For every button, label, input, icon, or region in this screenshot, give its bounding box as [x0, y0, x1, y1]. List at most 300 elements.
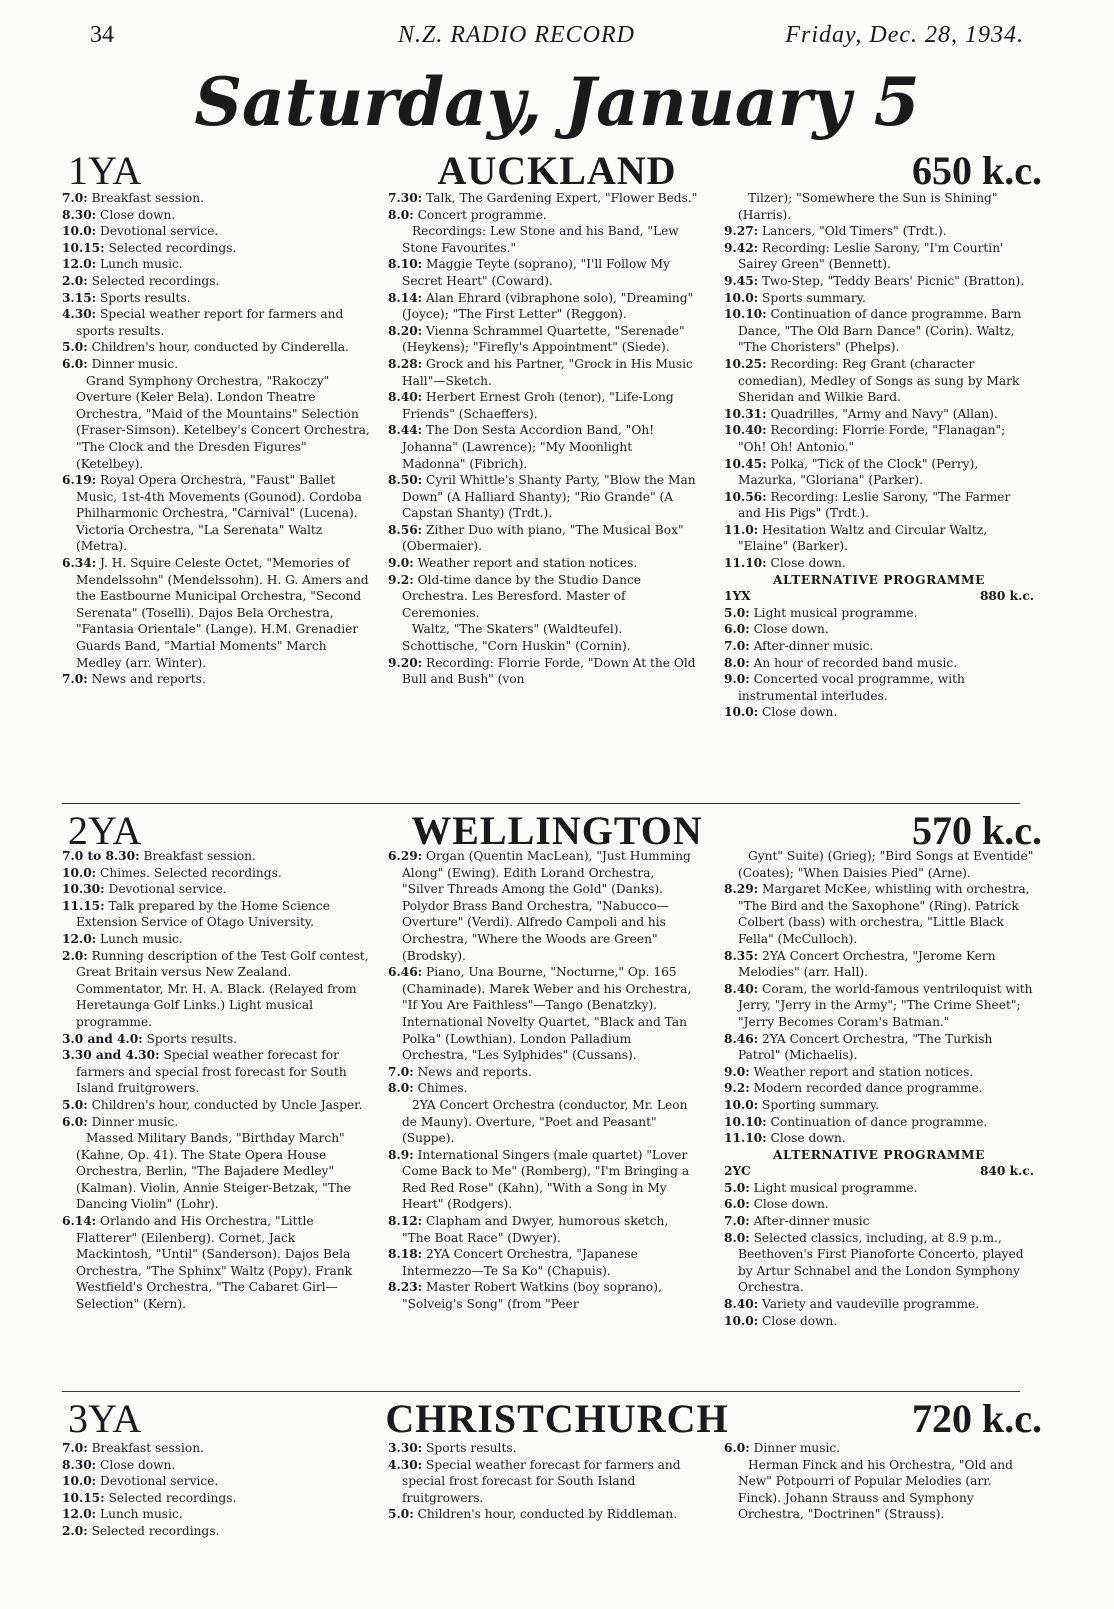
entry-description: Devotional service. [96, 224, 219, 239]
entry-description: Modern recorded dance programme. [749, 1081, 983, 1096]
entry-time: 10.30: [62, 882, 105, 897]
entry-description: Lunch music. [96, 1507, 183, 1522]
alternative-station-callsign: 2YC [724, 1164, 751, 1179]
programme-entry [388, 555, 698, 572]
entry-description: J. H. Squire Celeste Octet, "Memories of Mendelssohn" (Mendelssohn). H. G. Amers and the Eastbourne Municipal Orchestra, "Second Serenata" (Toselli). Dajos Bela Orchestra, "Fantasia Orientale" (Lange). H.M. Grenadier Guards Band, "Martial Moments" March Medley (arr. Winter). [76, 556, 369, 670]
entry-time: 10.40: [724, 423, 767, 438]
entry-time: 3.15: [62, 290, 97, 305]
entry-description: Chimes. Selected recordings. [96, 865, 282, 880]
station-frequency: 720 k.c. [912, 1396, 1042, 1441]
entry-time: 10.45: [724, 456, 767, 471]
entry-time: 10.0: [724, 705, 759, 720]
entry-time: 8.10: [388, 257, 423, 272]
programme-entry [62, 1213, 372, 1313]
entry-time: 5.0: [724, 1180, 750, 1195]
entry-description: Selected classics, including, at 8.9 p.m., Beethoven's First Pianoforte Concerto, played by Artur Schnabel and the London Symphony Orchestra. [738, 1230, 1024, 1295]
programme-entry [62, 190, 372, 207]
entry-time: 8.18: [388, 1247, 423, 1262]
entry-description: Maggie Teyte (soprano), "I'll Follow My Secret Heart" (Coward). [402, 257, 670, 288]
entry-description: Dinner music. [87, 1114, 179, 1129]
entry-description: Close down. [766, 556, 846, 571]
city-name: AUCKLAND [437, 148, 677, 193]
entry-time: 8.14: [388, 290, 423, 305]
alternative-programme-heading: ALTERNATIVE PROGRAMME [773, 1147, 985, 1162]
entry-description: Quadrilles, "Army and Navy" (Allan). [766, 406, 998, 421]
entry-description: Dinner music. [749, 1441, 841, 1455]
programme-entry [388, 190, 698, 207]
programme-entry [388, 1440, 698, 1457]
entry-description: Breakfast session. [87, 1441, 204, 1455]
entry-description: Recording: Leslie Sarony, "I'm Courtin' Sairey Green" (Bennett). [738, 240, 1004, 272]
programme-entry [62, 240, 372, 257]
entry-description: Continuation of dance programme. [766, 1114, 988, 1129]
station-section-2ya [62, 808, 1052, 1328]
publication-name: N.Z. RADIO RECORD [398, 22, 635, 48]
programme-entry [388, 389, 698, 422]
programme-entry [62, 223, 372, 240]
entry-description: 2YA Concert Orchestra, "Japanese Intermezzo—Te Sa Ko" (Chapuis). [402, 1247, 638, 1278]
programme-column-1 [62, 1440, 372, 1540]
programme-entry [62, 1114, 372, 1131]
entry-time: 12.0: [62, 257, 97, 272]
entry-description: Selected recordings. [87, 273, 220, 288]
entry-time: 4.30: [62, 307, 97, 322]
programme-entry [724, 981, 1034, 1031]
entry-description: Master Robert Watkins (boy soprano), "Solveig's Song" (from "Peer [402, 1280, 662, 1312]
programme-entry [724, 306, 1034, 356]
programme-entry [62, 555, 372, 671]
programme-entry [388, 1080, 698, 1097]
entry-description: Recording: Florrie Forde, "Flanagan"; "Oh! Oh! Antonio." [738, 423, 1006, 454]
entry-description: Lunch music. [96, 931, 183, 946]
entry-description: Recording: Leslie Sarony, "The Farmer and His Pigs" (Trdt.). [738, 489, 1011, 521]
entry-description: Sporting summary. [758, 1097, 880, 1112]
entry-description: Organ (Quentin MacLean), "Just Humming Along" (Ewing). Edith Lorand Orchestra, "Silver Threads Among the Gold" (Danks). Polydor Brass Band Orchestra, "Nabucco—Overture" (Verdi). Alfredo Campoli and his Orchestra, "Where the Woods are Green" (Brodsky). [402, 849, 691, 963]
entry-time: 10.10: [724, 307, 767, 322]
programme-entry [724, 1196, 1034, 1213]
entry-time: 7.0: [62, 1441, 88, 1455]
entry-time: 11.0: [724, 522, 759, 537]
programme-detail: Waltz, "The Skaters" (Waldteufel). Schottische, "Corn Huskin" (Cornin). [402, 622, 631, 654]
entry-time: 12.0: [62, 931, 97, 946]
programme-entry [388, 848, 698, 964]
programme-entry [724, 655, 1034, 672]
alternative-programme-heading: ALTERNATIVE PROGRAMME [773, 572, 985, 587]
station-frequency: 650 k.c. [912, 148, 1042, 193]
entry-description: Lancers, "Old Timers" (Trdt.). [758, 224, 947, 239]
programme-entry [388, 1246, 698, 1279]
programme-column-3 [724, 1440, 1034, 1523]
programme-entry [724, 948, 1034, 981]
programme-entry [388, 1506, 698, 1523]
section-heading [62, 1396, 1052, 1446]
entry-time: 8.23: [388, 1280, 423, 1295]
entry-time: 8.20: [388, 323, 423, 338]
entry-description: News and reports. [87, 672, 206, 687]
programme-detail: Gynt" Suite) (Grieg); "Bird Songs at Eventide" (Coates); "When Daisies Pied" (Arne). [738, 849, 1034, 880]
entry-time: 6.29: [388, 849, 423, 863]
entry-description: The Don Sesta Accordion Band, "Oh! Johanna" (Lawrence); "My Moonlight Madonna" (Fibrich). [402, 423, 655, 471]
entry-description: Clapham and Dwyer, humorous sketch, "The Boat Race" (Dwyer). [402, 1214, 669, 1245]
entry-time: 10.0: [62, 1474, 97, 1489]
entry-description: Royal Opera Orchestra, "Faust" Ballet Music, 1st-4th Movements (Gounod). Cordoba Philharmonic Orchestra, "Carnival" (Lucena). Victoria Orchestra, "La Serenata" Waltz (Metra). [76, 473, 362, 554]
entry-time: 8.46: [724, 1031, 759, 1046]
programme-entry [388, 422, 698, 472]
station-section-1ya [62, 148, 1052, 720]
entry-time: 10.0: [724, 1313, 759, 1328]
programme-detail: 2YA Concert Orchestra (conductor, Mr. Leon de Mauny). Overture, "Poet and Peasant" (Suppe). [402, 1097, 688, 1146]
entry-description: Chimes. [413, 1081, 468, 1096]
entry-description: Sports results. [96, 290, 191, 305]
entry-time: 8.30: [62, 207, 97, 222]
alternative-station-line [724, 1163, 1034, 1180]
station-callsign: 3YA [68, 1396, 142, 1441]
entry-time: 8.29: [724, 882, 759, 897]
programme-entry [724, 1114, 1034, 1131]
entry-description: After-dinner music [749, 1214, 870, 1229]
entry-description: Close down. [766, 1131, 846, 1146]
issue-date: Friday, Dec. 28, 1934. [785, 22, 1024, 48]
programme-entry [724, 290, 1034, 307]
entry-time: 2.0: [62, 273, 88, 288]
entry-time: 4.30: [388, 1457, 423, 1472]
programme-entry [724, 1440, 1034, 1457]
programme-entry [724, 605, 1034, 622]
entry-time: 8.0: [724, 1230, 750, 1245]
programme-entry [388, 323, 698, 356]
entry-description: Lunch music. [96, 257, 183, 272]
programme-column-2 [388, 848, 698, 1313]
programme-entry [62, 356, 372, 373]
programme-entry [62, 848, 372, 865]
programme-entry [62, 256, 372, 273]
programme-entry [62, 1031, 372, 1048]
programme-column-3 [724, 190, 1034, 721]
programme-column-3 [724, 848, 1034, 1329]
entry-description: Dinner music. [87, 356, 179, 371]
entry-description: Close down. [758, 705, 838, 720]
programme-entry [62, 472, 372, 555]
entry-time: 11.15: [62, 898, 105, 913]
programme-detail: Recordings: Lew Stone and his Band, "Lew Stone Favourites." [402, 224, 679, 255]
entry-description: Breakfast session. [139, 849, 256, 863]
entry-time: 7.30: [388, 191, 423, 205]
entry-description: Running description of the Test Golf contest, Great Britain versus New Zealand. Commentator, Mr. H. A. Black. (Relayed from Heretaunga Golf Links.) Light musical programme. [76, 948, 369, 1029]
programme-entry [388, 290, 698, 323]
entry-time: 3.30: [388, 1441, 423, 1455]
programme-entry [724, 489, 1034, 522]
entry-time: 6.0: [62, 356, 88, 371]
entry-time: 10.0: [62, 865, 97, 880]
entry-time: 8.12: [388, 1214, 423, 1229]
entry-time: 9.2: [724, 1081, 750, 1096]
entry-description: Close down. [96, 1457, 176, 1472]
alternative-station-callsign: 1YX [724, 589, 751, 604]
programme-column-2 [388, 190, 698, 688]
programme-entry [388, 472, 698, 522]
entry-time: 7.0: [62, 672, 88, 687]
programme-entry [724, 522, 1034, 555]
entry-description: Variety and vaudeville programme. [758, 1297, 980, 1312]
entry-time: 8.40: [724, 981, 759, 996]
entry-description: Selected recordings. [104, 1490, 237, 1505]
entry-time: 8.50: [388, 473, 423, 488]
programme-entry [724, 1313, 1034, 1330]
entry-description: Coram, the world-famous ventriloquist with Jerry, "Jerry in the Army"; "The Crime Sheet"; "Jerry Becomes Coram's Batman." [738, 981, 1033, 1029]
entry-description: Devotional service. [104, 882, 227, 897]
programme-entry [724, 621, 1034, 638]
programme-entry [724, 422, 1034, 455]
city-name: WELLINGTON [411, 808, 703, 853]
programme-detail: Herman Finck and his Orchestra, "Old and New" Potpourri of Popular Melodies (arr. Finck). Johann Strauss and Symphony Orchestra, "Doctrinen" (Strauss). [738, 1457, 1013, 1522]
page-number: 34 [90, 22, 114, 48]
entry-description: 2YA Concert Orchestra, "Jerome Kern Melodies" (arr. Hall). [738, 948, 996, 980]
programme-entry [388, 1279, 698, 1312]
entry-time: 9.2: [388, 572, 414, 587]
entry-time: 10.0: [724, 1097, 759, 1112]
programme-entry [388, 356, 698, 389]
entry-time: 5.0: [62, 1097, 88, 1112]
entry-time: 8.44: [388, 423, 423, 438]
city-name: CHRISTCHURCH [385, 1396, 729, 1441]
programme-column-2 [388, 1440, 698, 1523]
entry-time: 8.40: [388, 390, 423, 405]
entry-time: 10.31: [724, 406, 767, 421]
programme-entry [62, 898, 372, 931]
programme-entry [724, 223, 1034, 240]
entry-description: Children's hour, conducted by Uncle Jasper. [87, 1097, 363, 1112]
entry-description: Weather report and station notices. [413, 556, 638, 571]
entry-time: 10.25: [724, 356, 767, 371]
entry-description: Close down. [758, 1313, 838, 1328]
entry-time: 11.10: [724, 1131, 767, 1146]
entry-description: Zither Duo with piano, "The Musical Box" (Obermaier). [402, 522, 684, 554]
entry-time: 2.0: [62, 1523, 88, 1538]
programme-entry [724, 240, 1034, 273]
programme-entry [724, 704, 1034, 721]
programme-entry [62, 1490, 372, 1507]
programme-entry [62, 1097, 372, 1114]
programme-entry [388, 1064, 698, 1081]
entry-time: 10.10: [724, 1114, 767, 1129]
programme-entry [724, 1180, 1034, 1197]
programme-entry [62, 1440, 372, 1457]
entry-description: Grock and his Partner, "Grock in His Music Hall"—Sketch. [402, 356, 693, 388]
programme-entry [724, 881, 1034, 947]
entry-description: Selected recordings. [104, 240, 237, 255]
programme-entry [724, 1064, 1034, 1081]
entry-time: 8.0: [388, 207, 414, 222]
programme-entry [724, 1213, 1034, 1230]
entry-description: Devotional service. [96, 1474, 219, 1489]
entry-time: 7.0: [388, 1064, 414, 1079]
day-title: Saturday, January 5 [194, 63, 920, 141]
programme-column-1 [62, 848, 372, 1313]
entry-description: Special weather report for farmers and sports results. [76, 307, 344, 338]
entry-description: Talk, The Gardening Expert, "Flower Beds." [422, 191, 698, 205]
programme-entry [62, 207, 372, 224]
entry-time: 7.0: [62, 191, 88, 205]
entry-time: 8.0: [388, 1081, 414, 1096]
entry-description: Close down. [96, 207, 176, 222]
programme-entry [724, 1031, 1034, 1064]
entry-time: 8.56: [388, 522, 423, 537]
entry-time: 7.0 to 8.30: [62, 849, 140, 863]
programme-entry [724, 406, 1034, 423]
programme-entry [724, 456, 1034, 489]
programme-entry [62, 881, 372, 898]
entry-description: Recording: Florrie Forde, "Down At the Old Bull and Bush" (von [402, 655, 696, 687]
section-divider [62, 1391, 1020, 1392]
programme-entry [62, 1523, 372, 1540]
programme-entry [388, 207, 698, 224]
entry-time: 12.0: [62, 1507, 97, 1522]
entry-time: 9.45: [724, 273, 759, 288]
entry-description: Polka, "Tick of the Clock" (Perry), Mazurka, "Gloriana" (Parker). [738, 456, 979, 488]
entry-time: 10.15: [62, 240, 105, 255]
programme-entry [724, 273, 1034, 290]
entry-time: 8.30: [62, 1457, 97, 1472]
entry-description: Old-time dance by the Studio Dance Orchestra. Les Beresford. Master of Ceremonies. [402, 572, 641, 620]
entry-description: Sports results. [142, 1031, 237, 1046]
programme-detail: Tilzer); "Somewhere the Sun is Shining" (Harris). [738, 191, 998, 222]
entry-description: Concerted vocal programme, with instrumental interludes. [738, 672, 965, 703]
entry-time: 10.15: [62, 1490, 105, 1505]
programme-entry [62, 1457, 372, 1474]
entry-description: Vienna Schrammel Quartette, "Serenade" (Heykens); "Firefly's Appointment" (Siede). [402, 323, 685, 355]
entry-time: 9.0: [724, 1064, 750, 1079]
entry-time: 5.0: [724, 605, 750, 620]
entry-description: News and reports. [413, 1064, 532, 1079]
entry-description: Orlando and His Orchestra, "Little Flatterer" (Eilenberg). Cornet, Jack Mackintosh, "Until" (Sanderson). Dajos Bela Orchestra, "The Sphinx" Waltz (Popy). Frank Westfield's Orchestra, "The Cabaret Girl—Selection" (Kern). [76, 1214, 353, 1312]
entry-time: 6.34: [62, 556, 97, 571]
entry-time: 10.0: [724, 290, 759, 305]
entry-time: 6.0: [62, 1114, 88, 1129]
page-header [90, 22, 1024, 52]
alternative-station-frequency: 840 k.c. [979, 1164, 1034, 1179]
entry-description: Two-Step, "Teddy Bears' Picnic" (Bratton). [758, 273, 1025, 288]
entry-time: 10.0: [62, 224, 97, 239]
programme-entry [724, 1080, 1034, 1097]
entry-time: 3.0 and 4.0: [62, 1031, 143, 1046]
programme-column-1 [62, 190, 372, 688]
entry-description: 2YA Concert Orchestra, "The Turkish Patrol" (Michaelis). [738, 1031, 993, 1063]
entry-time: 2.0: [62, 948, 88, 963]
entry-description: Light musical programme. [749, 1180, 918, 1195]
entry-description: Sports results. [422, 1441, 517, 1455]
programme-entry [388, 1213, 698, 1246]
entry-description: Alan Ehrard (vibraphone solo), "Dreaming" (Joyce); "The First Letter" (Reggon). [402, 290, 694, 322]
programme-entry [62, 306, 372, 339]
programme-entry [724, 1230, 1034, 1296]
entry-time: 6.19: [62, 473, 97, 488]
entry-description: Herbert Ernest Groh (tenor), "Life-Long Friends" (Schaeffers). [402, 390, 674, 421]
entry-description: Sports summary. [758, 290, 866, 305]
entry-description: Special weather forecast for farmers and special frost forecast for South Island fruitgrowers. [76, 1048, 347, 1096]
entry-description: Talk prepared by the Home Science Extension Service of Otago University. [76, 898, 330, 930]
programme-entry [388, 655, 698, 688]
entry-time: 8.0: [724, 655, 750, 670]
programme-entry [62, 290, 372, 307]
entry-description: Close down. [749, 1197, 829, 1212]
entry-description: Selected recordings. [87, 1523, 220, 1538]
programme-entry [62, 1473, 372, 1490]
entry-description: Hesitation Waltz and Circular Waltz, "Elaine" (Barker). [738, 522, 988, 554]
section-divider [62, 803, 1020, 804]
entry-description: An hour of recorded band music. [749, 655, 958, 670]
programme-entry [62, 1506, 372, 1523]
alternative-station-line [724, 588, 1034, 605]
programme-entry [62, 865, 372, 882]
programme-entry [62, 339, 372, 356]
entry-time: 11.10: [724, 556, 767, 571]
programme-entry [724, 1130, 1034, 1147]
entry-description: After-dinner music. [749, 639, 874, 654]
entry-description: Continuation of dance programme. Barn Dance, "The Old Barn Dance" (Corin). Waltz, "The Choristers" (Phelps). [738, 307, 1022, 355]
entry-description: Children's hour, conducted by Cinderella. [87, 340, 349, 355]
programme-entry [724, 671, 1034, 704]
programme-entry [388, 1457, 698, 1507]
programme-entry [62, 1047, 372, 1097]
programme-entry [724, 1097, 1034, 1114]
entry-time: 7.0: [724, 1214, 750, 1229]
entry-description: Piano, Una Bourne, "Nocturne," Op. 165 (Chaminade). Marek Weber and his Orchestra, "If You Are Faithless"—Tango (Benatzky). International Novelty Quartet, "Black and Tan Polka" (Lowthian). London Palladium Orchestra, "Les Sylphides" (Cussans). [402, 965, 692, 1063]
entry-time: 8.28: [388, 356, 423, 371]
programme-entry [62, 671, 372, 688]
programme-entry [724, 1296, 1034, 1313]
alternative-station-frequency: 880 k.c. [979, 589, 1034, 604]
entry-description: Close down. [749, 622, 829, 637]
programme-entry [388, 964, 698, 1064]
programme-detail: Massed Military Bands, "Birthday March" (Kahne, Op. 41). The State Opera House Orchestra, Berlin, "The Bajadere Medley" (Kalman). Violin, Annie Steiger-Betzak, "The Dancing Violin" (Lohr). [76, 1131, 351, 1212]
programme-entry [724, 638, 1034, 655]
programme-entry [724, 356, 1034, 406]
programme-entry [388, 522, 698, 555]
entry-time: 8.40: [724, 1297, 759, 1312]
entry-description: Children's hour, conducted by Riddleman. [413, 1507, 678, 1522]
station-section-3ya [62, 1396, 1052, 1538]
entry-time: 9.0: [388, 556, 414, 571]
programme-entry [724, 555, 1034, 572]
entry-time: 9.42: [724, 240, 759, 255]
entry-time: 8.35: [724, 948, 759, 963]
entry-time: 6.46: [388, 965, 423, 980]
programme-entry [388, 256, 698, 289]
entry-description: Light musical programme. [749, 605, 918, 620]
station-callsign: 2YA [68, 808, 142, 853]
programme-detail: Grand Symphony Orchestra, "Rakoczy" Overture (Keler Bela). London Theatre Orchestra, "Maid of the Mountains" Selection (Fraser-Simson). Ketelbey's Concert Orchestra, "The Clock and the Dresden Figures" (Ketelbey). [76, 373, 370, 471]
entry-description: Concert programme. [413, 207, 547, 222]
entry-description: International Singers (male quartet) "Lover Come Back to Me" (Romberg), "I'm Bringing a Red Red Rose" (Kahn), "With a Song in My Heart" (Rodgers). [402, 1147, 690, 1212]
entry-time: 8.9: [388, 1147, 414, 1162]
entry-time: 6.14: [62, 1214, 97, 1229]
entry-time: 10.56: [724, 489, 767, 504]
programme-entry [62, 273, 372, 290]
station-frequency: 570 k.c. [912, 808, 1042, 853]
entry-description: Breakfast session. [87, 191, 204, 205]
entry-description: Cyril Whittle's Shanty Party, "Blow the Man Down" (A Halliard Shanty); "Rio Grande" (A Capstan Shanty) (Trdt.). [402, 473, 696, 521]
entry-time: 7.0: [724, 639, 750, 654]
entry-time: 5.0: [62, 340, 88, 355]
entry-description: Weather report and station notices. [749, 1064, 974, 1079]
programme-entry [388, 1147, 698, 1213]
entry-description: Special weather forecast for farmers and special frost forecast for South Island fruitgrowers. [402, 1457, 681, 1505]
entry-time: 6.0: [724, 1441, 750, 1455]
programme-entry [62, 931, 372, 948]
entry-time: 5.0: [388, 1507, 414, 1522]
entry-time: 6.0: [724, 622, 750, 637]
entry-description: Recording: Reg Grant (character comedian), Medley of Songs as sung by Mark Sheridan and Wilkie Bard. [738, 356, 1020, 405]
